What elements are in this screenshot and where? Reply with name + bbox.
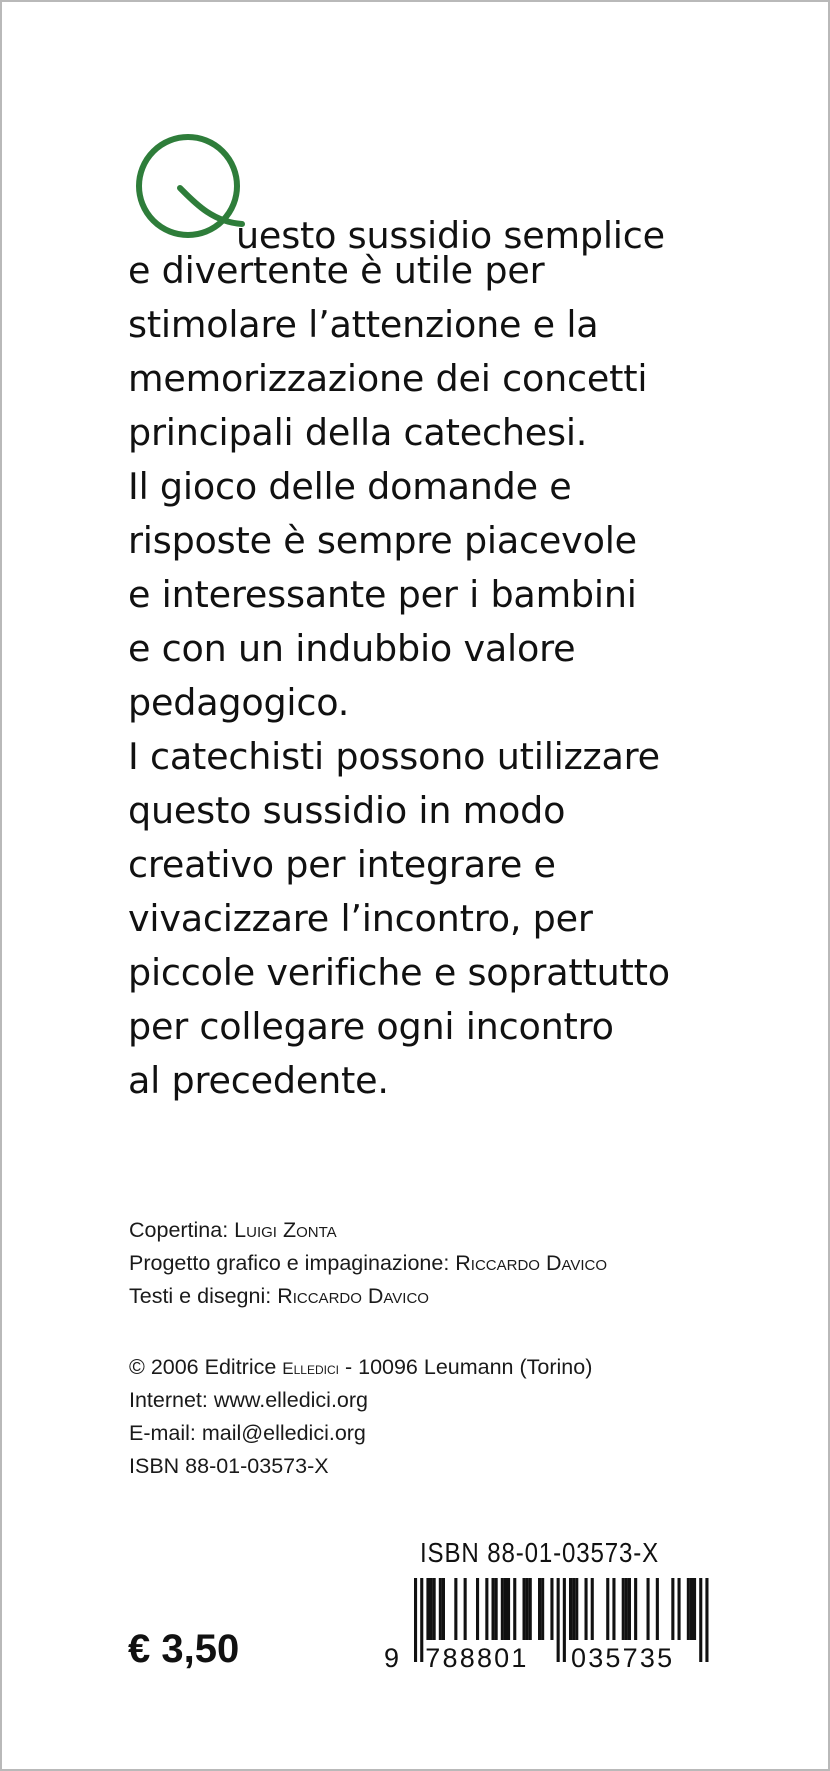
barcode-bar — [569, 1578, 572, 1640]
body-line-17: al precedente. — [128, 1059, 389, 1102]
barcode-bar — [606, 1578, 609, 1640]
barcode-bar — [442, 1578, 445, 1640]
barcode-bar — [507, 1578, 510, 1640]
barcode-bar — [523, 1578, 526, 1640]
barcode-bar — [501, 1578, 504, 1640]
price: € 3,50 — [128, 1627, 240, 1671]
barcode-bar — [585, 1578, 588, 1640]
body-line-16: per collegare ogni incontro — [128, 1005, 614, 1048]
barcode-digits-right: 035735 — [571, 1643, 675, 1672]
barcode-bar — [526, 1578, 529, 1640]
description-text — [128, 136, 808, 1108]
body-line-14: vivacizzare l’incontro, per — [128, 897, 593, 940]
barcode-bar — [693, 1578, 696, 1640]
barcode-bar — [538, 1578, 541, 1640]
barcode-bar — [557, 1578, 560, 1662]
barcode-bar — [433, 1578, 436, 1640]
barcode-bar — [550, 1578, 553, 1640]
body-line-13: creativo per integrare e — [128, 843, 556, 886]
barcode-bar — [625, 1578, 628, 1640]
barcode-bar — [622, 1578, 625, 1640]
copyright-line — [129, 1351, 592, 1384]
internet-line: Internet: www.elledici.org — [129, 1388, 368, 1412]
barcode-bar — [699, 1578, 702, 1662]
barcode-bar — [513, 1578, 516, 1640]
barcode-bar — [634, 1578, 637, 1640]
body-line-11: I catechisti possono utilizzare — [128, 735, 660, 778]
barcode-bar — [504, 1578, 507, 1640]
credit-design-name: Riccardo Davico — [455, 1251, 608, 1275]
barcode-bar — [671, 1578, 674, 1640]
barcode-bar — [678, 1578, 681, 1640]
credit-cover-label: Copertina: — [129, 1218, 235, 1242]
body-line-15: piccole verifiche e soprattutto — [128, 951, 670, 994]
barcode-bar — [591, 1578, 594, 1640]
copyright-suffix: - 10096 Leumann (Torino) — [339, 1355, 593, 1379]
credit-texts-name: Riccardo Davico — [277, 1284, 429, 1308]
body-line-3: stimolare l’attenzione e la — [128, 303, 599, 346]
credit-texts-label: Testi e disegni: — [129, 1284, 278, 1308]
credit-design — [129, 1247, 607, 1280]
barcode-bar — [575, 1578, 578, 1640]
barcode-bar — [426, 1578, 429, 1640]
barcode-bar — [612, 1578, 615, 1640]
barcode-bar — [420, 1578, 423, 1662]
barcode-isbn-label: ISBN 88-01-03573-X — [420, 1537, 660, 1568]
body-line-7: risposte è sempre piacevole — [128, 519, 637, 562]
isbn-line: ISBN 88-01-03573-X — [129, 1454, 329, 1478]
barcode-bar — [454, 1578, 457, 1640]
email-line: E-mail: mail@elledici.org — [129, 1421, 366, 1445]
barcode-bar — [529, 1578, 532, 1640]
barcode-bar — [495, 1578, 498, 1640]
body-line-12: questo sussidio in modo — [128, 789, 566, 832]
body-line-10: pedagogico. — [128, 681, 350, 724]
credit-texts — [129, 1280, 607, 1313]
publisher-name: Elledici — [282, 1359, 339, 1378]
publisher-block — [129, 1351, 592, 1483]
body-line-1: uesto sussidio semplice — [236, 214, 665, 257]
body-line-8: e interessante per i bambini — [128, 573, 637, 616]
body-line-4: memorizzazione dei concetti — [128, 357, 648, 400]
barcode-bar — [414, 1578, 417, 1662]
credit-cover-name: Luigi Zonta — [234, 1218, 337, 1242]
credit-design-label: Progetto grafico e impaginazione: — [129, 1251, 456, 1275]
body-line-2: e divertente è utile per — [128, 249, 545, 292]
barcode-bar — [572, 1578, 575, 1640]
copyright-prefix: © 2006 Editrice — [129, 1355, 283, 1379]
barcode-bar — [430, 1578, 433, 1640]
barcode-bar — [647, 1578, 650, 1640]
barcode-lead-digit: 9 — [384, 1643, 400, 1672]
barcode-digits-left: 788801 — [425, 1643, 529, 1672]
barcode-bar — [439, 1578, 442, 1640]
barcode-bar — [628, 1578, 631, 1640]
credit-cover — [129, 1214, 607, 1247]
barcode-bar — [476, 1578, 479, 1640]
barcode-bar — [656, 1578, 659, 1640]
body-line-9: e con un indubbio valore — [128, 627, 576, 670]
barcode-bar — [563, 1578, 566, 1662]
barcode-bar — [464, 1578, 467, 1640]
barcode-bar — [485, 1578, 488, 1640]
barcode — [384, 1574, 724, 1672]
barcode-bar — [687, 1578, 690, 1640]
barcode-bar — [492, 1578, 495, 1640]
body-line-5: principali della catechesi. — [128, 411, 588, 454]
barcode-block — [384, 1537, 724, 1672]
barcode-bar — [690, 1578, 693, 1640]
credits-block — [129, 1214, 607, 1313]
barcode-bar — [541, 1578, 544, 1640]
barcode-bar — [705, 1578, 708, 1662]
body-line-6: Il gioco delle domande e — [128, 465, 572, 508]
